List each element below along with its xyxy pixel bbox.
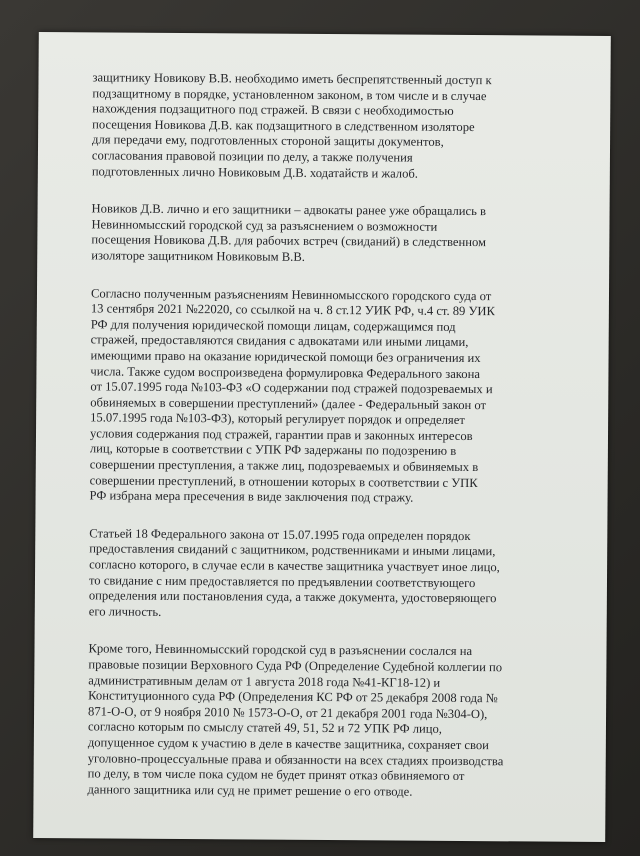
paragraph-4 xyxy=(89,526,582,623)
text-line: Кроме того, Невинномысский городской суд в разъяснении сослался на xyxy=(88,641,473,659)
text-line: то свидание с ним предоставляется по предъявлении соответствующего xyxy=(88,573,476,590)
text-line: 15.07.1995 года №103-ФЗ), который регулирует порядок и определяет xyxy=(90,410,465,428)
text-line: имеющими право на оказание юридической помощи без ограничения их xyxy=(90,348,481,366)
text-line: подзащитному в порядке, установленном законом, в том числе и в случае xyxy=(92,85,487,103)
text-line: РФ для получения юридической помощи лицам, содержащимся под xyxy=(90,317,456,334)
text-line: согласования правовой позиции по делу, а также получения xyxy=(91,148,413,165)
paragraph-1 xyxy=(92,70,585,183)
text-line: посещения Новикова Д.В. как подзащитного в следственном изоляторе xyxy=(92,117,475,134)
text-line: 871-О-О, от 9 ноября 2010 № 1573-О-О, от 21 декабря 2001 года №304-О), xyxy=(88,704,488,721)
text-line: согласно которого, в случае если в качестве защитника участвует иное лицо, xyxy=(89,557,500,575)
document-body xyxy=(87,70,584,801)
text-line: посещения Новикова Д.В. для рабочих встреч (свиданий) в следственном xyxy=(91,232,487,250)
text-line: РФ избрана мера пресечения в виде заключения под стражу. xyxy=(89,488,414,505)
text-line: 13 сентября 2021 №22020, со ссылкой на ч. 8 ст.12 УИК РФ, ч.4 ст. 89 УИК xyxy=(90,301,495,319)
text-line: Невинномысский городской суд за разъяснением о возможности xyxy=(91,217,438,234)
text-line: данного защитника или суд не примет решение о его отводе. xyxy=(87,782,413,799)
text-line: от 15.07.1995 года №103-ФЗ «О содержании под стражей подозреваемых и xyxy=(90,379,493,397)
text-line: его личность. xyxy=(88,604,162,619)
text-line: защитнику Новикову В.В. необходимо иметь беспрепятственный доступ к xyxy=(92,70,492,88)
text-line: по делу, в том числе пока судом не будет принят отказ обвиняемого от xyxy=(87,766,465,784)
text-line: изоляторе защитником Новиковым В.В. xyxy=(91,248,305,264)
text-line: стражей, предоставляются свидания с адвокатами или иными лицами, xyxy=(90,332,469,350)
text-line: согласно которым по смыслу статей 49, 51, 52 и 72 УПК РФ лицо, xyxy=(87,719,443,737)
text-line: Согласно полученным разъяснениям Невинномысского городского суда от xyxy=(90,285,492,303)
text-line: совершении преступления, а также лиц, подозреваемых и обвиняемых в xyxy=(89,457,479,475)
text-line: допущенное судом к участию в деле в качестве защитника, сохраняет свои xyxy=(87,735,489,753)
text-line: подготовленных лично Новиковым Д.В. ходатайств и жалоб. xyxy=(91,163,419,181)
text-line: уголовно-процессуальные права и обязанности на всех стадиях производства xyxy=(87,750,504,768)
text-line: нахождения подзащитного под стражей. В связи с необходимостью xyxy=(92,101,454,119)
text-line: административным делам от 1 августа 2018 года №41-КГ18-12) и xyxy=(88,672,441,690)
text-line: для передачи ему, подготовленных стороной защиты документов, xyxy=(92,132,444,150)
text-line: совершении преступлений, в отношении которых в соответствии с УПК xyxy=(89,473,478,490)
document-page xyxy=(33,32,611,842)
text-line: условия содержания под стражей, гарантии прав и законных интересов xyxy=(89,426,473,443)
text-line: числа. Также судом воспроизведена формулировка Федерального закона xyxy=(90,363,480,381)
text-line: лиц, которые в соответствии с УПК РФ задержаны по подозрению в xyxy=(89,441,457,459)
text-line: правовые позиции Верховного Суда РФ (Определение Судебной коллегии по xyxy=(88,657,503,675)
text-line: Конституционного суда РФ (Определения КС РФ от 25 декабря 2008 года № xyxy=(88,688,498,706)
paragraph-5 xyxy=(87,642,580,801)
paragraph-2 xyxy=(91,202,583,268)
text-line: Новиков Д.В. лично и его защитники – адвокаты ранее уже обращались в xyxy=(91,201,487,219)
text-line: Статьей 18 Федерального закона от 15.07.1995 года определен порядок xyxy=(89,526,471,543)
paragraph-3 xyxy=(90,286,584,508)
text-line: обвиняемых в совершении преступлений» (далее - Федеральный закон от xyxy=(90,395,487,412)
text-line: определения или постановления суда, а также документа, удостоверяющего xyxy=(88,588,497,606)
text-line: предоставления свиданий с защитником, родственниками и иными лицами, xyxy=(89,541,496,559)
